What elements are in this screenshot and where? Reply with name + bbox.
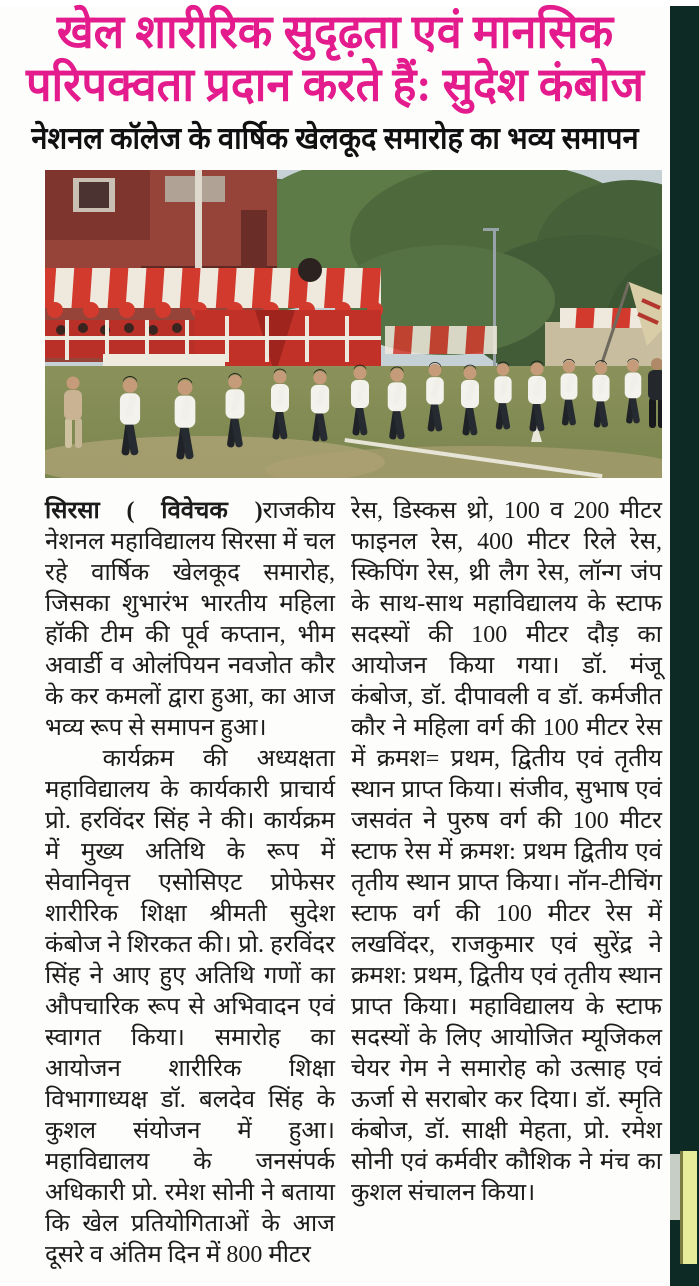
paragraph-1 [45,496,335,744]
article-column-right [351,496,662,1271]
article-column-left [45,496,335,1271]
adjacent-page-sliver [680,1151,697,1264]
paragraph-1-text: राजकीय नेशनल महाविद्यालय सिरसा में चल रहे वार्षिक खेलकूद समारोह, जिसका शुभारंभ भारतीय महिला हॉकी टीम की पूर्व कप्तान, भीम अवार्डी व ओलंपियन नवजोत कौर के कर कमलों द्वारा हुआ, का आज भव्य रूप से समापन हुआ। [45,498,335,741]
headline [8,6,662,112]
paragraph-3: रेस, डिस्कस थ्रो, 100 व 200 मीटर फाइनल रेस, 400 मीटर रिले रेस, स्किपिंग रेस, थ्री लैग रेस, लॉन्ग जंप के साथ-साथ महाविद्यालय के स्टाफ सदस्यों की 100 मीटर दौड़ का आयोजन किया गया। डॉ. मंजू कंबोज, डॉ. दीपावली व डॉ. कर्मजीत कौर ने महिला वर्ग की 100 मीटर रेस में क्रमश= प्रथम, द्वितीय एवं तृतीय स्थान प्राप्त किया। संजीव, सुभाष एवं जसवंत ने पुरुष वर्ग की 100 मीटर स्टाफ रेस में क्रमश: प्रथम द्वितीय एवं तृतीय स्थान प्राप्त किया। नॉन-टीचिंग स्टाफ वर्ग की 100 मीटर रेस में लखविंदर, राजकुमार एवं सुरेंद्र ने क्रमश: प्रथम, द्वितीय एवं तृतीय स्थान प्राप्त किया। महाविद्यालय के स्टाफ सदस्यों के लिए आयोजित म्यूजिकल चेयर गेम ने समारोह को उत्साह एवं ऊर्जा से सराबोर कर दिया। डॉ. स्मृति कंबोज, डॉ. साक्षी मेहता, प्रो. रमेश सोनी एवं कर्मवीर कौशिक ने मंच का कुशल संचालन किया। [351,498,662,1206]
event-photo [45,170,662,478]
paragraph-2: कार्यक्रम की अध्यक्षता महाविद्यालय के कार्यकारी प्राचार्य प्रो. हरविंदर सिंह ने की। कार्यक्रम में मुख्य अतिथि के रूप में सेवानिवृत्त एसोसिएट प्रोफेसर शारीरिक शिक्षा श्रीमती सुदेश कंबोज ने शिरकत की। प्रो. हरविंदर सिंह ने आए हुए अतिथि गणों का औपचारिक रूप से अभिवादन एवं स्वागत किया। समारोह का आयोजन शारीरिक शिक्षा विभागाध्यक्ष डॉ. बलदेव सिंह के कुशल संयोजन में हुआ। महाविद्यालय के जनसंपर्क अधिकारी प्रो. रमेश सोनी ने बताया कि खेल प्रतियोगिताओं के आज दूसरे व अंतिम दिन में 800 मीटर [45,746,335,1268]
headline-line-1: खेल शारीरिक सुदृढ़ता एवं मानसिक [56,5,614,58]
newspaper-clipping [0,6,699,1286]
clipping-content [0,6,670,1271]
dateline: सिरसा ( विवेचक ) [45,498,263,524]
article-body [45,496,662,1271]
event-photo-graphic [45,170,662,478]
page-edge-strip [670,6,699,1286]
headline-line-2: परिपक्वता प्रदान करते हैं: सुदेश कंबोज [25,58,645,111]
subheadline: नेशनल कॉलेज के वार्षिक खेलकूद समारोह का भव्य समापन [31,122,639,156]
